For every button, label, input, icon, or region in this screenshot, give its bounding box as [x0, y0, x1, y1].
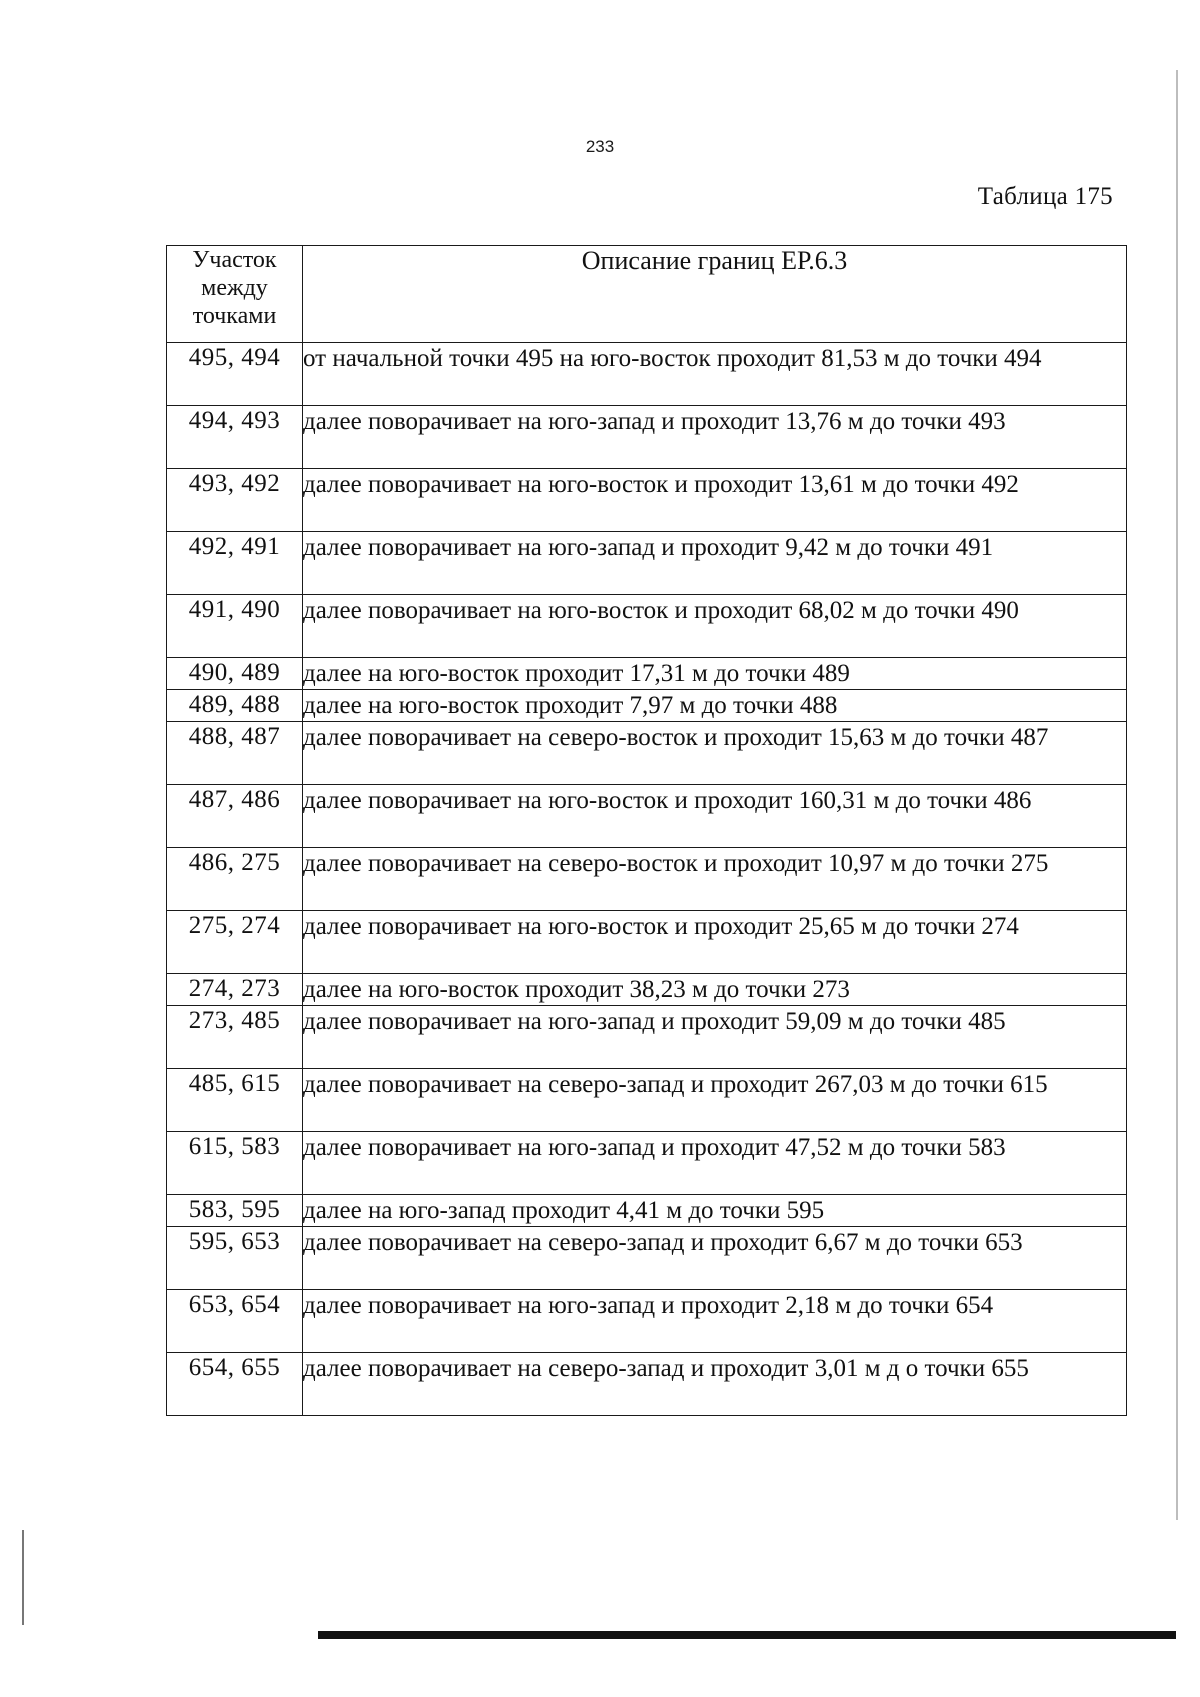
row-points: 274, 273: [167, 974, 303, 1006]
table-row: [167, 1290, 1127, 1353]
row-description: от начальной точки 495 на юго-восток проходит 81,53 м до точки 494: [303, 343, 1127, 406]
row-description: далее поворачивает на юго-запад и проходит 2,18 м до точки 654: [303, 1290, 1127, 1353]
row-points: 595, 653: [167, 1227, 303, 1290]
row-points: 654, 655: [167, 1353, 303, 1416]
row-points: 489, 488: [167, 690, 303, 722]
header-description: Описание границ ЕР.6.3: [303, 246, 1127, 343]
table-body: [167, 343, 1127, 1416]
row-description: далее на юго-восток проходит 17,31 м до точки 489: [303, 658, 1127, 690]
row-description: далее поворачивает на северо-восток и проходит 10,97 м до точки 275: [303, 848, 1127, 911]
row-points: 493, 492: [167, 469, 303, 532]
table-row: [167, 722, 1127, 785]
table-row: [167, 1006, 1127, 1069]
scan-bottom-bar: [318, 1631, 1176, 1639]
table-row: [167, 1227, 1127, 1290]
boundary-table: [166, 245, 1127, 1416]
table-row: [167, 595, 1127, 658]
scan-right-edge: [1176, 70, 1178, 1520]
table-row: [167, 532, 1127, 595]
table-row: [167, 1132, 1127, 1195]
table-row: [167, 974, 1127, 1006]
row-points: 486, 275: [167, 848, 303, 911]
row-points: 273, 485: [167, 1006, 303, 1069]
row-description: далее поворачивает на юго-восток и проходит 68,02 м до точки 490: [303, 595, 1127, 658]
row-description: далее поворачивает на юго-восток и проходит 13,61 м до точки 492: [303, 469, 1127, 532]
table-row: [167, 1069, 1127, 1132]
table-row: [167, 785, 1127, 848]
row-points: 583, 595: [167, 1195, 303, 1227]
row-description: далее поворачивает на юго-запад и проходит 9,42 м до точки 491: [303, 532, 1127, 595]
table-row: [167, 690, 1127, 722]
row-description: далее на юго-восток проходит 38,23 м до точки 273: [303, 974, 1127, 1006]
row-description: далее поворачивает на юго-запад и проходит 13,76 м до точки 493: [303, 406, 1127, 469]
row-points: 488, 487: [167, 722, 303, 785]
table-row: [167, 848, 1127, 911]
table-row: [167, 469, 1127, 532]
row-description: далее поворачивает на юго-восток и проходит 25,65 м до точки 274: [303, 911, 1127, 974]
row-description: далее на юго-восток проходит 7,97 м до точки 488: [303, 690, 1127, 722]
row-description: далее поворачивает на северо-запад и проходит 3,01 м д о точки 655: [303, 1353, 1127, 1416]
table-header-row: [167, 246, 1127, 343]
row-description: далее поворачивает на юго-запад и проходит 59,09 м до точки 485: [303, 1006, 1127, 1069]
row-points: 491, 490: [167, 595, 303, 658]
table-row: [167, 1353, 1127, 1416]
row-points: 615, 583: [167, 1132, 303, 1195]
row-description: далее поворачивает на северо-запад и проходит 267,03 м до точки 615: [303, 1069, 1127, 1132]
row-points: 275, 274: [167, 911, 303, 974]
row-description: далее поворачивает на северо-запад и проходит 6,67 м до точки 653: [303, 1227, 1127, 1290]
row-points: 495, 494: [167, 343, 303, 406]
row-points: 485, 615: [167, 1069, 303, 1132]
header-segment: Участок между точками: [167, 246, 303, 343]
page-number: 233: [585, 137, 615, 156]
row-description: далее поворачивает на юго-запад и проходит 47,52 м до точки 583: [303, 1132, 1127, 1195]
row-description: далее поворачивает на северо-восток и проходит 15,63 м до точки 487: [303, 722, 1127, 785]
row-points: 487, 486: [167, 785, 303, 848]
table-caption: Таблица 175: [977, 183, 1113, 210]
row-description: далее поворачивает на юго-восток и проходит 160,31 м до точки 486: [303, 785, 1127, 848]
row-points: 653, 654: [167, 1290, 303, 1353]
table-row: [167, 658, 1127, 690]
table-row: [167, 1195, 1127, 1227]
row-points: 490, 489: [167, 658, 303, 690]
row-points: 494, 493: [167, 406, 303, 469]
row-points: 492, 491: [167, 532, 303, 595]
table-row: [167, 911, 1127, 974]
table-row: [167, 343, 1127, 406]
scan-left-mark: [22, 1530, 24, 1625]
table-row: [167, 406, 1127, 469]
row-description: далее на юго-запад проходит 4,41 м до точки 595: [303, 1195, 1127, 1227]
